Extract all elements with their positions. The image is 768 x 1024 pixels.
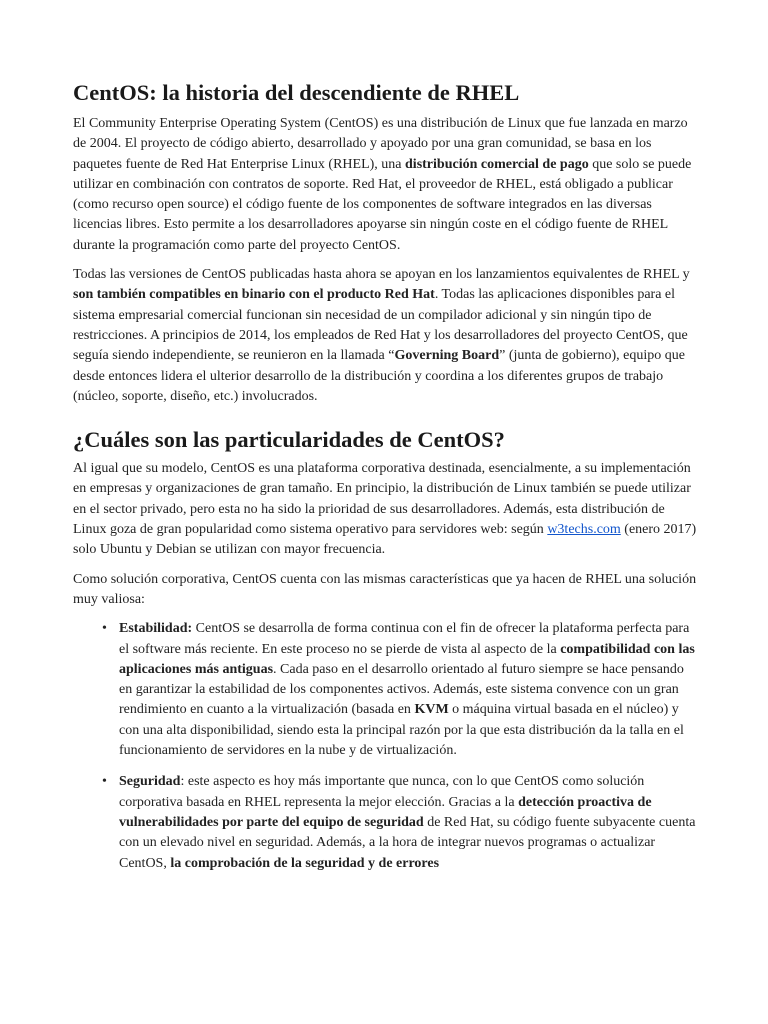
text-span: Todas las versiones de CentOS publicadas hasta ahora se apoyan en los lanzamientos equivalentes de RHEL y — [73, 267, 690, 283]
heading-particularities: ¿Cuáles son las particularidades de CentOS? — [73, 427, 505, 453]
document-page — [73, 78, 697, 885]
text-span: . Cada paso en el desarrollo orientado al futuro siempre se hace pensando en garantizar la estabilidad de los componentes activos. Además, este sistema convence con un gran rendimiento en cuanto a la virtualización (basada en — [119, 661, 684, 718]
paragraph-platform — [73, 459, 697, 560]
bold-span: son también compatibles en binario con el producto Red Hat — [73, 287, 435, 303]
text-span: (enero 2017) solo Ubuntu y Debian se utilizan con mayor frecuencia. — [73, 522, 697, 558]
list-item-stability — [73, 619, 697, 761]
list-item-security — [73, 772, 697, 873]
feature-list — [73, 619, 697, 874]
text-span: : este aspecto es hoy más importante que nunca, con lo que CentOS como solución corporativa basada en RHEL representa la mejor elección. Gracias a la — [119, 774, 645, 810]
paragraph-intro — [73, 114, 697, 256]
bold-span: KVM — [414, 702, 449, 718]
bold-span: compatibilidad con las aplicaciones más antiguas — [119, 641, 695, 677]
w3techs-link[interactable]: w3techs.com — [547, 522, 621, 538]
bold-span: distribución comercial de pago — [405, 156, 589, 172]
bold-span: Estabilidad: — [119, 621, 193, 637]
bold-span: Governing Board — [394, 348, 500, 364]
bold-span: detección proactiva de vulnerabilidades por parte del equipo de seguridad — [119, 794, 652, 830]
paragraph-features-intro: Como solución corporativa, CentOS cuenta con las mismas características que ya hacen de RHEL una solución muy valiosa: — [73, 571, 697, 607]
text-span: que solo se puede utilizar en combinación con contratos de soporte. Red Hat, el proveedor de RHEL, está obligado a publicar (como recurso open source) el código fuente de los componentes de software integrados en las diversas licencias libres. Esto permite a los desarrolladores apoyarse sin ningún coste en el código fuente de RHEL durante la programación como parte del proyecto CentOS. — [73, 156, 692, 253]
bold-span: Seguridad — [119, 774, 181, 790]
text-span: Al igual que su modelo, CentOS es una plataforma corporativa destinada, esencialmente, a su implementación en empresas y organizaciones de gran tamaño. En principio, la distribución de Linux también se puede utilizar en el sector privado, pero esta no ha sido la prioridad de sus desarrolladores. Además, esta distribución de Linux goza de gran popularidad como sistema operativo para servidores web: según — [73, 461, 691, 538]
text-span: de Red Hat, su código fuente subyacente cuenta con un elevado nivel en seguridad. Además, a la hora de integrar nuevos programas o actualizar CentOS, — [119, 814, 696, 871]
bold-span: la comprobación de la seguridad y de errores — [170, 855, 440, 871]
bullet-icon: • — [102, 621, 107, 637]
text-span: El Community Enterprise Operating System (CentOS) es una distribución de Linux que fue lanzada en marzo de 2004. El proyecto de código abierto, desarrollado y apoyado por una gran comunidad, se basa en los paquetes fuente de Red Hat Enterprise Linux (RHEL), una — [73, 116, 688, 172]
text-span: o máquina virtual basada en el núcleo) y con una alta disponibilidad, siendo esta la principal razón por la que esta distribución da la talla en el funcionamiento de servidores en la nube y de virtualización. — [119, 702, 684, 759]
text-span: . Todas las aplicaciones disponibles para el sistema empresarial comercial funcionan sin necesidad de un compilador adicional y sin ningún tipo de restricciones. A principios de 2014, los empleados de Red Hat y los desarrolladores del proyecto CentOS, que seguía siendo independiente, se reunieron en la llamada “ — [73, 287, 688, 364]
heading-centos-history: CentOS: la historia del descendiente de RHEL — [73, 80, 520, 105]
bullet-icon: • — [102, 774, 107, 790]
text-span: CentOS se desarrolla de forma continua con el fin de ofrecer la plataforma perfecta para el software más reciente. En este proceso no se pierde de vista al aspecto de la — [119, 621, 690, 657]
paragraph-versions — [73, 265, 697, 407]
text-span: ” (junta de gobierno), equipo que desde entonces lidera el ulterior desarrollo de la distribución y coordina a los diferentes grupos de trabajo (núcleo, soporte, diseño, etc.) involucrados. — [73, 348, 685, 404]
